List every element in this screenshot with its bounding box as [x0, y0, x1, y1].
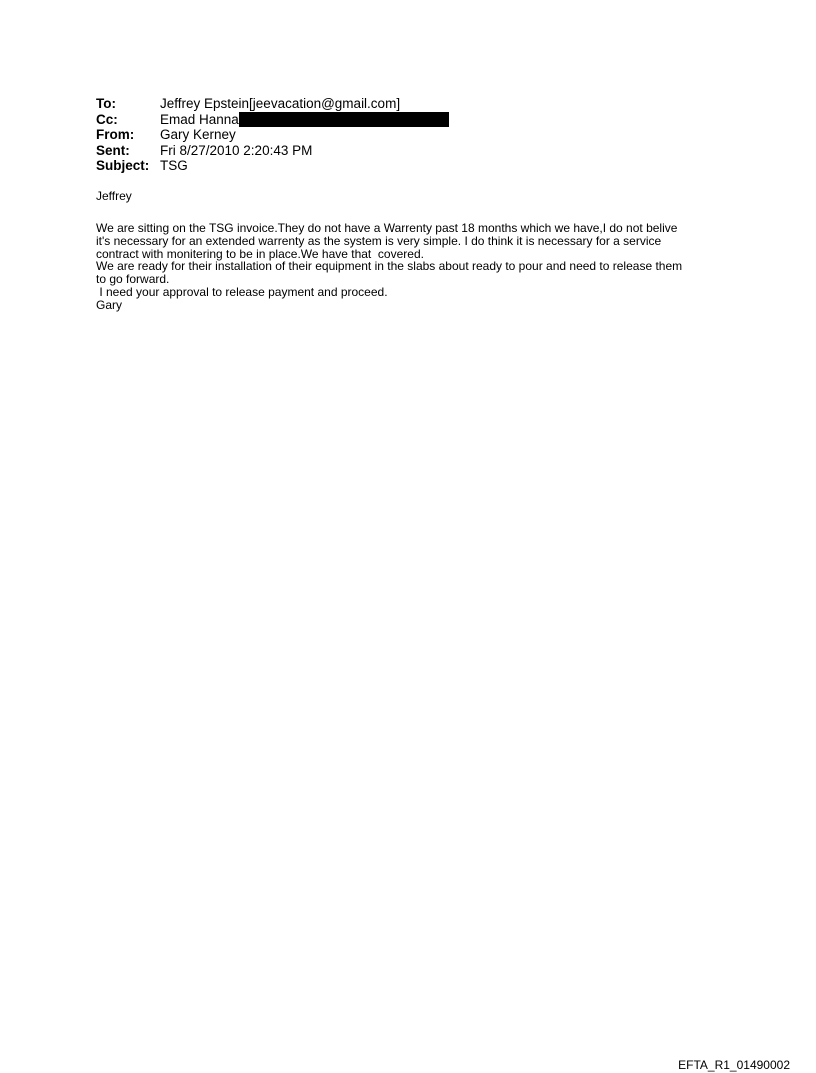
body-line: I need your approval to release payment and proceed. [96, 284, 388, 299]
to-label: To: [96, 96, 116, 111]
subject-row [96, 158, 449, 174]
cc-value: Emad Hanna [160, 111, 239, 127]
sent-value: Fri 8/27/2010 2:20:43 PM [160, 142, 313, 158]
to-value: Jeffrey Epstein[jeevacation@gmail.com] [160, 96, 401, 111]
from-row [96, 127, 449, 143]
redaction-box [239, 112, 449, 127]
to-row [96, 96, 449, 112]
cc-row [96, 112, 449, 128]
email-body [96, 222, 736, 312]
sent-row [96, 143, 449, 159]
email-greeting: Jeffrey [96, 189, 132, 203]
from-value: Gary Kerney [160, 127, 236, 142]
subject-value: TSG [160, 158, 188, 173]
cc-value-wrapper [160, 112, 449, 128]
body-line: We are ready for their installation of their equipment in the slabs about ready to pour and need to release them [96, 259, 683, 274]
body-line: to go forward. [96, 272, 170, 287]
cc-label: Cc: [96, 111, 118, 127]
subject-label: Subject: [96, 158, 150, 173]
body-line: We are sitting on the TSG invoice.They do not have a Warrenty past 18 months which we have,I do not belive [96, 221, 678, 235]
email-header [96, 96, 449, 174]
body-line: contract with monitering to be in place.We have that covered. [96, 246, 424, 261]
body-line: it's necessary for an extended warrenty as the system is very simple. I do think it is necessary for a service [96, 233, 662, 248]
email-signature: Gary [96, 297, 123, 312]
from-label: From: [96, 127, 135, 142]
sent-label: Sent: [96, 142, 130, 158]
document-id: EFTA_R1_01490002 [678, 1058, 790, 1072]
